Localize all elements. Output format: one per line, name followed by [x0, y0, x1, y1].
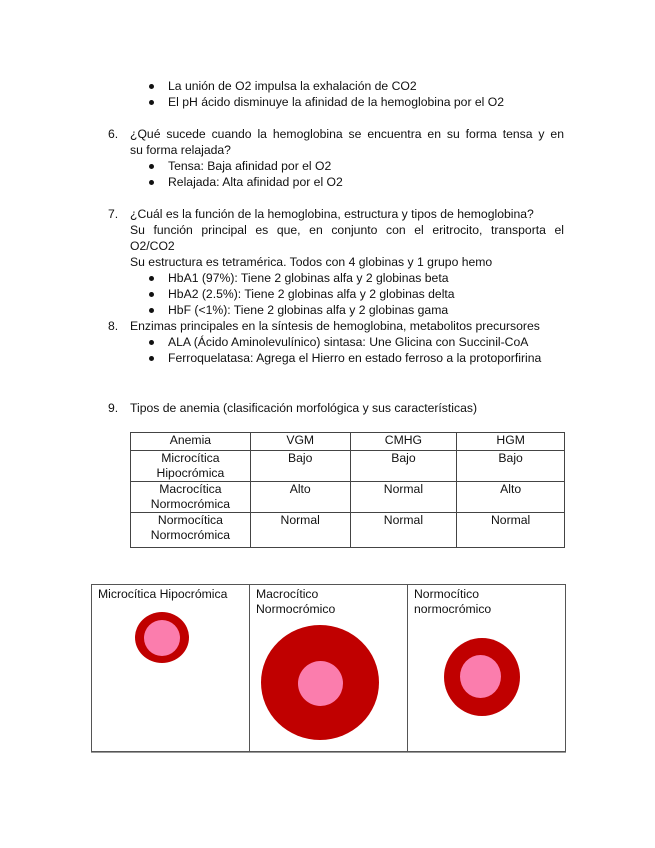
q6-question-line1: ¿Qué sucede cuando la hemoglobina se encuentra en su forma tensa y en	[130, 127, 564, 141]
vgm-cell: Bajo	[250, 451, 350, 482]
header-anemia: Anemia	[131, 433, 251, 451]
red-blood-cell-large	[261, 625, 379, 740]
bullet-icon	[149, 100, 154, 105]
panel-label-line1: Macrocítico	[256, 587, 319, 601]
q8-number: 8.	[108, 319, 119, 333]
q6-bullet-relajada: Relajada: Alta afinidad por el O2	[168, 175, 343, 189]
table-header-row	[131, 433, 565, 451]
vgm-cell: Normal	[250, 513, 350, 548]
bullet-icon	[149, 356, 154, 361]
bullet-icon	[149, 340, 154, 345]
cmhg-cell: Bajo	[350, 451, 457, 482]
central-pallor	[144, 620, 180, 656]
q6-bullet-tensa: Tensa: Baja afinidad por el O2	[168, 159, 332, 173]
intro-bullet-1: La unión de O2 impulsa la exhalación de CO2	[168, 79, 417, 93]
vgm-cell: Alto	[250, 482, 350, 513]
table-row	[131, 482, 565, 513]
red-blood-cell-small	[135, 612, 189, 663]
anemia-table	[130, 432, 565, 548]
q8-bullet-ferroquelatasa: Ferroquelatasa: Agrega el Hierro en estado ferroso a la protoporfirina	[168, 351, 542, 365]
panel-microcytic	[92, 585, 249, 751]
anemia-type-line2: Normocrómica	[150, 497, 231, 511]
panel-label-line2: Normocrómico	[256, 602, 336, 616]
q8-bullet-ala: ALA (Ácido Aminolevulínico) sintasa: Une Glicina con Succinil-CoA	[168, 335, 529, 349]
intro-bullet-2: El pH ácido disminuye la afinidad de la hemoglobina por el O2	[168, 95, 505, 109]
anemia-type-line2: Hipocrómica	[156, 466, 225, 480]
cmhg-cell: Normal	[350, 513, 457, 548]
hgm-cell: Bajo	[457, 451, 565, 482]
q7-question: ¿Cuál es la función de la hemoglobina, estructura y tipos de hemoglobina?	[130, 207, 534, 221]
panel-label-line1: Microcítica Hipocrómica	[98, 587, 228, 601]
header-hgm: HGM	[457, 433, 565, 451]
red-cell-diagram	[91, 584, 566, 752]
central-pallor	[298, 661, 343, 706]
q7-bullet-hba1: HbA1 (97%): Tiene 2 globinas alfa y 2 globinas beta	[168, 271, 449, 285]
bullet-icon	[149, 276, 154, 281]
panel-label-line1: Normocítico	[414, 587, 480, 601]
bullet-icon	[149, 164, 154, 169]
bullet-icon	[149, 292, 154, 297]
anemia-type-line2: Normocrómica	[150, 528, 231, 542]
anemia-type-line1: Macrocítica	[159, 482, 222, 496]
q9-question: Tipos de anemia (clasificación morfológica y sus características)	[130, 401, 478, 415]
central-pallor	[460, 655, 501, 698]
bullet-icon	[149, 180, 154, 185]
hgm-cell: Normal	[457, 513, 565, 548]
hgm-cell: Alto	[457, 482, 565, 513]
q7-number: 7.	[108, 207, 119, 221]
panel-label-line2: normocrómico	[414, 602, 492, 616]
anemia-type-line1: Microcítica	[161, 451, 220, 465]
panel-label	[414, 587, 491, 617]
panel-label	[256, 587, 335, 617]
panel-normocytic	[407, 585, 565, 751]
anemia-type-cell	[131, 513, 251, 548]
q7-structure: Su estructura es tetramérica. Todos con 4 globinas y 1 grupo hemo	[130, 255, 493, 269]
panel-macrocytic	[249, 585, 407, 751]
anemia-type-cell	[131, 451, 251, 482]
q7-answer-line1: Su función principal es que, en conjunto con el eritrocito, transporta el	[130, 223, 564, 237]
q7-bullet-hbf: HbF (<1%): Tiene 2 globinas alfa y 2 globinas gama	[168, 303, 449, 317]
bullet-icon	[149, 84, 154, 89]
q9-number: 9.	[108, 401, 119, 415]
header-vgm: VGM	[250, 433, 350, 451]
panel-label	[98, 587, 227, 602]
q6-question-line2: su forma relajada?	[130, 143, 231, 157]
q8-question: Enzimas principales en la síntesis de hemoglobina, metabolitos precursores	[130, 319, 540, 333]
q6-number: 6.	[108, 127, 119, 141]
table-row	[131, 451, 565, 482]
anemia-type-line1: Normocítica	[157, 513, 223, 527]
cmhg-cell: Normal	[350, 482, 457, 513]
anemia-type-cell	[131, 482, 251, 513]
table-row	[131, 513, 565, 548]
header-cmhg: CMHG	[350, 433, 457, 451]
q7-answer-line2: O2/CO2	[130, 239, 175, 253]
q7-bullet-hba2: HbA2 (2.5%): Tiene 2 globinas alfa y 2 globinas delta	[168, 287, 455, 301]
bullet-icon	[149, 308, 154, 313]
red-blood-cell-medium	[444, 638, 520, 716]
